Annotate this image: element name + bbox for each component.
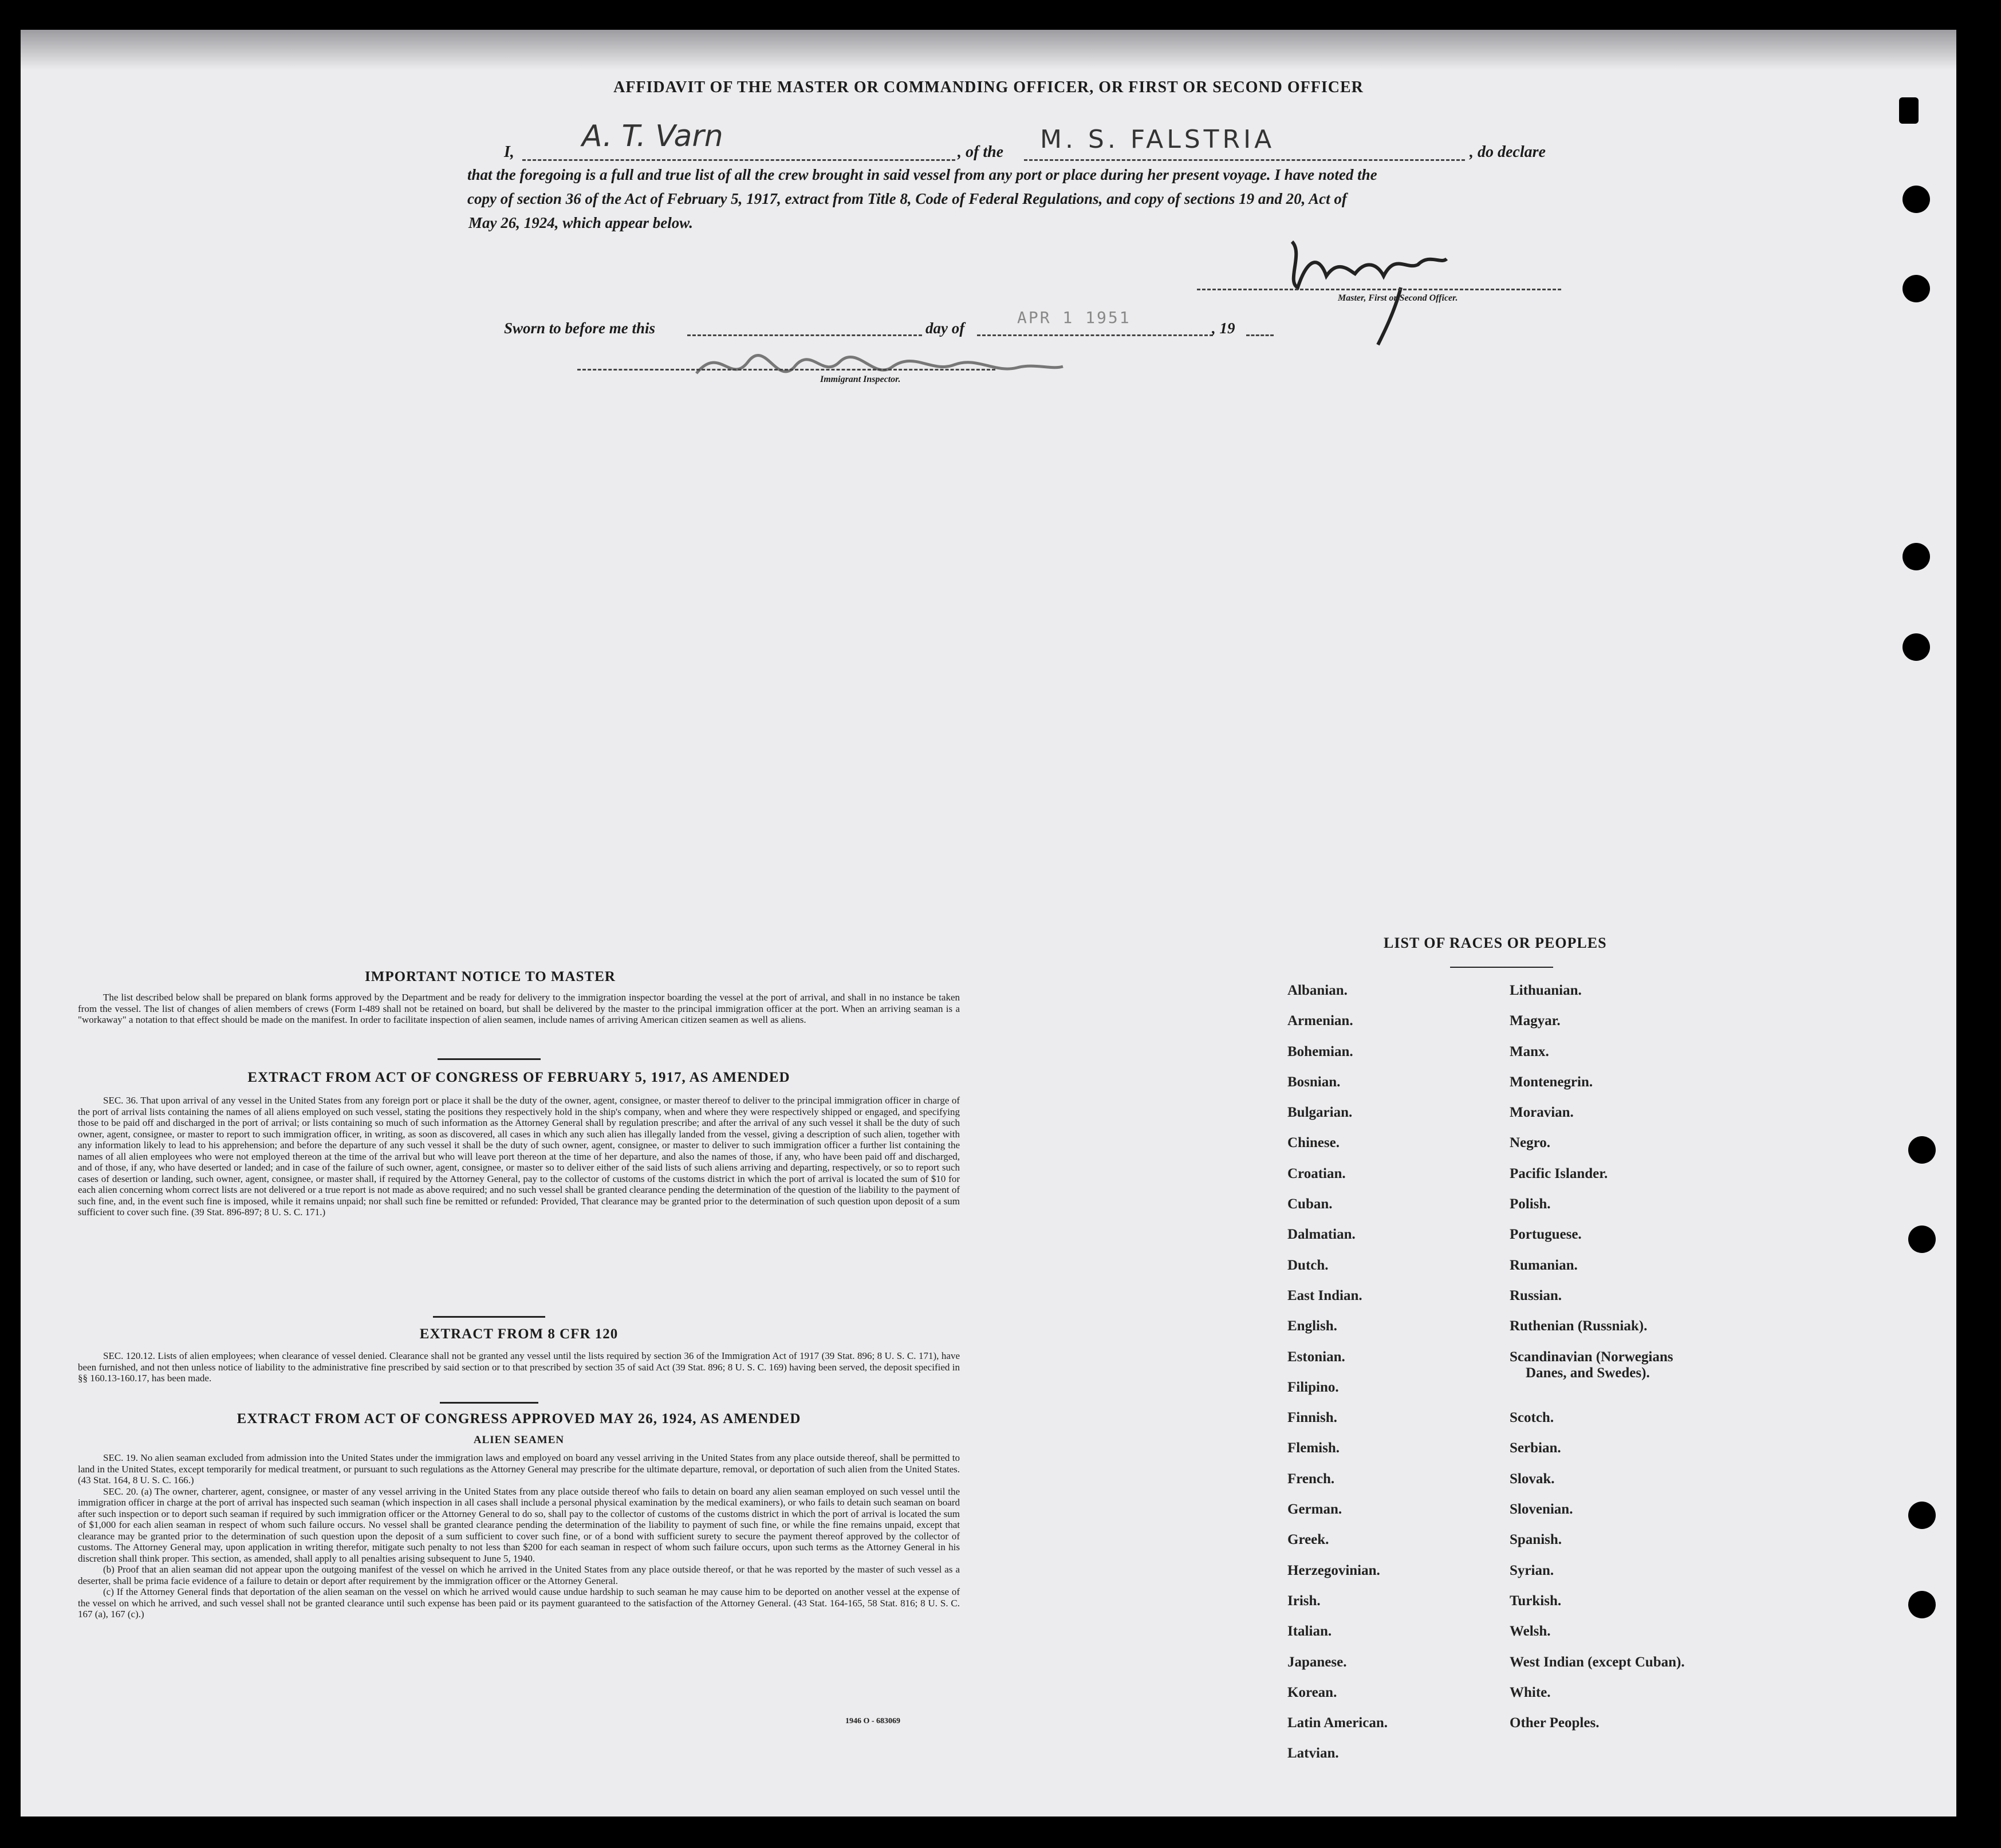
race-item: Greek. [1287, 1532, 1329, 1548]
vessel-line [1024, 159, 1465, 161]
inspector-signature-line [577, 369, 995, 371]
name-line [522, 159, 955, 161]
race-item: Ruthenian (Russniak). [1510, 1318, 1648, 1334]
race-item: Scotch. [1510, 1410, 1554, 1426]
extract-1924-title: EXTRACT FROM ACT OF CONGRESS APPROVED MAY 26, 1924, AS AMENDED [237, 1411, 801, 1427]
binder-hole [1908, 1136, 1936, 1164]
race-item: West Indian (except Cuban). [1510, 1654, 1685, 1670]
race-item: Herzegovinian. [1287, 1562, 1380, 1578]
races-title: LIST OF RACES OR PEOPLES [1384, 935, 1607, 951]
race-item: English. [1287, 1318, 1337, 1334]
race-item: Finnish. [1287, 1410, 1337, 1426]
affidavit-title: AFFIDAVIT OF THE MASTER OR COMMANDING OFFICER, OR FIRST OR SECOND OFFICER [613, 78, 1364, 96]
master-name-handwritten: A. T. Varn [582, 119, 723, 153]
race-item: East Indian. [1287, 1287, 1362, 1303]
race-item: Slovenian. [1510, 1502, 1573, 1518]
race-item: Other Peoples. [1510, 1715, 1600, 1731]
race-item: Rumanian. [1510, 1257, 1578, 1273]
sec-20c-paragraph: (c) If the Attorney General finds that deportation of the alien seaman on the vessel on which he arrived would cause undue hardship to such seaman he may cause him to be deported on another vessel at the expense of the vessel on which he arrived, and such vessel shall not be granted clearance until such expense has been paid or its payment guaranteed to the satisfaction of the Attorney General. (43 Stat. 164-165, 58 Stat. 816; 8 U. S. C. 167 (a), 167 (c).) [78, 1586, 960, 1620]
race-item: Bosnian. [1287, 1074, 1341, 1090]
race-item: Chinese. [1287, 1135, 1340, 1151]
sec-120-12-paragraph: SEC. 120.12. Lists of alien employees; when clearance of vessel denied. Clearance shall not be granted any vessel until the lists required by section 36 of the Immigration Act of 1917 (39 Stat. 896; 8 U. S. C. 171), have been furnished, and not then unless notice of liability to the administrative fine prescribed by said section or to that prescribed by section 35 of said Act (39 Stat. 896; 8 U. S. C. 169) having been served, the deposit specified in §§ 160.13-160.17, has been made. [78, 1350, 960, 1384]
inspector-caption: Immigrant Inspector. [820, 375, 901, 384]
sec-19-paragraph: SEC. 19. No alien seaman excluded from admission into the United States under the immigration laws and employed on board any vessel arriving in the United States from any place outside thereof, shall be permitted to land in the United States, except temporarily for medical treatment, or pursuant to such regulations as the Attorney General may prescribe for the ultimate departure, removal, or deportation of such alien from the United States. (43 Stat. 164, 8 U. S. C. 166.) [78, 1452, 960, 1486]
race-item: Dalmatian. [1287, 1227, 1356, 1243]
races-right-column [1510, 983, 1685, 1745]
race-item: Portuguese. [1510, 1227, 1582, 1243]
race-item: Italian. [1287, 1624, 1332, 1640]
race-item: Danes, and Swedes). [1526, 1365, 1650, 1381]
day-of-label: day of [925, 320, 965, 337]
extract-1917-text [78, 1095, 960, 1218]
section-divider [433, 1316, 545, 1318]
section-divider [440, 1402, 538, 1404]
alien-seamen-subtitle: ALIEN SEAMEN [473, 1434, 565, 1446]
race-item: Montenegrin. [1510, 1074, 1593, 1090]
notice-title: IMPORTANT NOTICE TO MASTER [365, 969, 616, 984]
affidavit-line-4: May 26, 1924, which appear below. [468, 214, 694, 231]
race-item: Turkish. [1510, 1593, 1562, 1609]
document-page [21, 30, 1956, 1817]
race-item: Pacific Islander. [1510, 1165, 1608, 1181]
race-item: Japanese. [1287, 1654, 1347, 1670]
affidavit-line-3: copy of section 36 of the Act of February 5, 1917, extract from Title 8, Code of Federal Regulations, and copy of sections 19 and 20, Act of [467, 190, 1347, 207]
master-caption: Master, First or Second Officer. [1338, 293, 1458, 303]
sec-36-paragraph: SEC. 36. That upon arrival of any vessel in the United States from any foreign port or place it shall be the duty of the owner, agent, consignee, or master thereof to deliver to the principal immigration officer in charge of the port of arrival lists containing the names of all aliens employed on such vessel, stating the positions they respectively hold in the ship's company, when and where they were respectively shipped or engaged, and specifying those to be paid off and discharged in the port of arrival; or lists containing so much of such information as the Attorney General shall by regulation prescribe; and after the arrival of any such vessel it shall be the duty of such owner, agent, consignee, or master to report to such immigration officer, in writing, as soon as discovered, all cases in which any such alien has illegally landed from the vessel, giving a description of such alien, together with any information likely to lead to his apprehension; and before the departure of any such vessel it shall be the duty of such owner, agent, consignee, or master to deliver to such immigration officer a further list containing the names of all alien employees who were not employed thereon at the time of the arrival but who will leave port thereon at the time of her departure, and also the names of those, if any, who have been paid off and discharged, and of those, if any, who have deserted or landed; and in case of the failure of such owner, agent, consignee, or master so to deliver either of the said lists of such aliens arriving and departing, respectively, or so to report such cases of desertion or landing, such owner, agent, consignee, or master shall, if required by the Attorney General, pay to the collector of customs of the customs district in which the port of arrival is located the sum of $10 for each alien concerning whom correct lists are not delivered or a true report is not made as above required; and no such vessel shall be granted clearance pending the determination of the question of the liability to the payment of such fine, and, in the event such fine is imposed, while it remains unpaid; nor shall such fine be remitted or refunded: Provided, That clearance may be granted prior to the determination of such question upon deposit of a sum sufficient to cover such fine. (39 Stat. 896-897; 8 U. S. C. 171.) [78, 1095, 960, 1217]
date-stamp: APR 1 1951 [1017, 308, 1131, 327]
race-item: Korean. [1287, 1684, 1337, 1700]
master-signature [1269, 219, 1510, 350]
affidavit-declare-label: , do declare [1470, 143, 1546, 161]
races-title-underline [1450, 967, 1553, 968]
race-item: Polish. [1510, 1196, 1551, 1212]
notice-text [78, 992, 960, 1026]
extract-1924-text [78, 1452, 960, 1620]
race-item: White. [1510, 1684, 1551, 1700]
binder-hole [1908, 1591, 1936, 1618]
master-signature-line [1197, 289, 1561, 290]
cfr-120-title: EXTRACT FROM 8 CFR 120 [419, 1326, 619, 1342]
race-item: Cuban. [1287, 1196, 1333, 1212]
race-item: Estonian. [1287, 1349, 1345, 1365]
race-item: Armenian. [1287, 1013, 1353, 1029]
binder-hole [1908, 1502, 1936, 1529]
race-item: Slovak. [1510, 1471, 1555, 1487]
print-code: 1946 O - 683069 [845, 1717, 901, 1725]
race-item: Croatian. [1287, 1165, 1346, 1181]
binder-hole [1902, 633, 1930, 661]
sec-20b-paragraph: (b) Proof that an alien seaman did not appear upon the outgoing manifest of the vessel on which he arrived in the United States from any place outside thereof, or that he was reported by the master of such vessel as a deserter, shall be prima facie evidence of a failure to detain or deport after requirement by the immigration officer or the Attorney General. [78, 1564, 960, 1586]
race-item: Magyar. [1510, 1013, 1561, 1029]
sworn-year-line [1246, 334, 1274, 336]
race-item: Russian. [1510, 1287, 1562, 1303]
sec-20a-paragraph: SEC. 20. (a) The owner, charterer, agent, consignee, or master of any vessel arriving in the United States from any place outside thereof who fails to detain on board any alien seaman employed on such vessel until the immigration officer in charge at the port of arrival has inspected such seaman (which inspection in all cases shall include a personal physical examination by the medical examiners), or who fails to detain such seaman on board after such inspection or to deport such seaman if required by such immigration officer or the Attorney General to do so, shall pay to the collector of customs of the customs district in which the port of arrival is located the sum of $1,000 for each alien seaman in respect of whom such failure occurs. No vessel shall be granted clearance pending the determination of the liability to payment of such fine, or while the fine remains unpaid, except that clearance may be granted prior to the determination of such question upon the deposit of a sum sufficient to cover such fine, or of a bond with sufficient surety to secure the payment thereof approved by the collector of customs. The Attorney General may, upon application in writing therefor, mitigate such penalty to not less than $200 for each seaman in respect of whom such failure occurs, upon such terms as the Attorney General in his discretion shall think proper. This section, as amended, shall apply to all penalties arising subsequent to June 5, 1940. [78, 1486, 960, 1564]
corner-mark [1899, 97, 1919, 124]
affidavit-of-the-label: , of the [958, 143, 1004, 161]
race-item: German. [1287, 1502, 1342, 1518]
affidavit-i-label: I, [504, 143, 514, 161]
section-divider [438, 1058, 541, 1060]
race-item: Syrian. [1510, 1562, 1554, 1578]
race-item: Dutch. [1287, 1257, 1329, 1273]
binder-hole [1908, 1226, 1936, 1253]
race-item: Latvian. [1287, 1745, 1339, 1762]
race-item: Moravian. [1510, 1105, 1574, 1121]
race-item: Serbian. [1510, 1440, 1561, 1456]
extract-1917-title: EXTRACT FROM ACT OF CONGRESS OF FEBRUARY 5, 1917, AS AMENDED [247, 1070, 790, 1085]
race-item: Bulgarian. [1287, 1105, 1353, 1121]
race-item: Spanish. [1510, 1532, 1562, 1548]
binder-hole [1902, 543, 1930, 570]
race-item: Manx. [1510, 1043, 1549, 1059]
races-left-column [1287, 983, 1388, 1776]
notice-paragraph: The list described below shall be prepared on blank forms approved by the Department and be ready for delivery to the immigration inspector boarding the vessel at the port of arrival, and shall in no instance be taken from the vessel. The list of changes of alien members of crews (Form I-489 shall not be retained on board, but shall be delivered by the master to the principal immigration officer at the port. When an arriving seaman is a "workaway" a notation to that effect should be made on the manifest. In order to facilitate inspection of alien seamen, include names of arriving American citizen seamen as well as aliens. [78, 992, 960, 1025]
race-item: Filipino. [1287, 1379, 1339, 1395]
sworn-label: Sworn to before me this [504, 320, 656, 337]
race-item: French. [1287, 1471, 1335, 1487]
race-item: Latin American. [1287, 1715, 1388, 1731]
race-item: Albanian. [1287, 983, 1348, 998]
race-item: Flemish. [1287, 1440, 1340, 1456]
cfr-120-text [78, 1350, 960, 1384]
binder-hole [1902, 186, 1930, 213]
race-item: Scandinavian (Norwegians [1510, 1349, 1673, 1365]
affidavit-line-2: that the foregoing is a full and true list of all the crew brought in said vessel from any port or place during her present voyage. I have noted the [467, 166, 1377, 183]
vessel-name-handwritten: M. S. FALSTRIA [1040, 125, 1275, 154]
binder-hole [1902, 275, 1930, 302]
race-item: Bohemian. [1287, 1043, 1353, 1059]
race-item: Lithuanian. [1510, 983, 1582, 998]
year-label: , 19 [1212, 320, 1235, 337]
inspector-signature [685, 333, 1074, 396]
race-item: Negro. [1510, 1135, 1551, 1151]
race-item: Welsh. [1510, 1624, 1551, 1640]
race-item: Irish. [1287, 1593, 1321, 1609]
